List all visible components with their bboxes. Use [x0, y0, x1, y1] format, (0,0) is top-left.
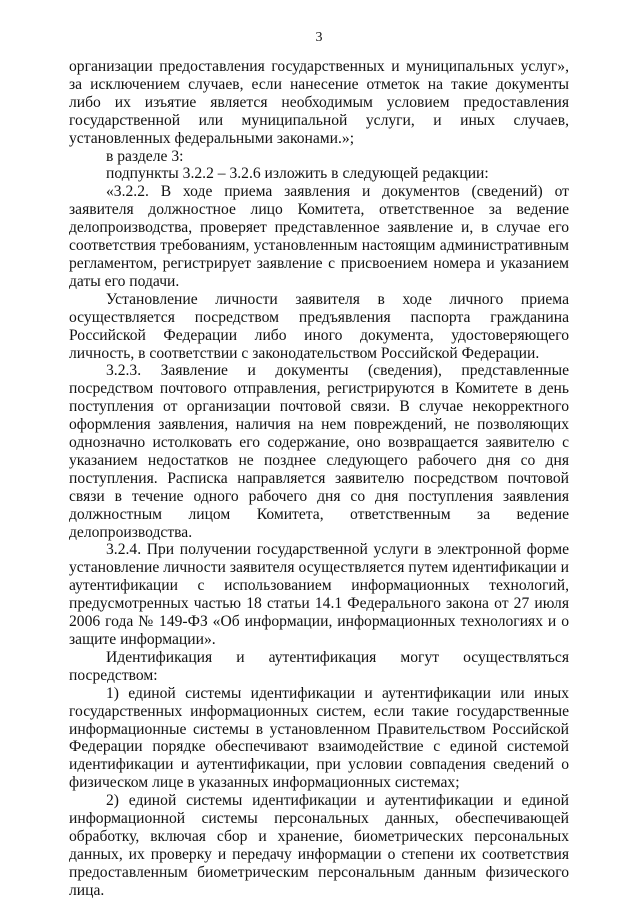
paragraph: в разделе 3:	[106, 147, 184, 165]
document-body	[69, 58, 569, 900]
paragraph: 1) единой системы идентификации и аутентификации или иных государственных информационных систем, если такие государственные информационные системы в установленном Правительством Российской Федерации порядке обеспечивают взаимодействие с единой системой идентификации и аутентификации, при условии совпадения сведений о физическом лице в указанных информационных системах;	[69, 684, 569, 792]
paragraph: «3.2.2. В ходе приема заявления и документов (сведений) от заявителя должностное лицо Комитета, ответственное за ведение делопроизводства, проверяет представленное заявление и, в случае его соответствия требованиям, установленным настоящим административным регламентом, регистрирует заявление с присвоением номера и указанием даты его подачи.	[69, 183, 569, 290]
paragraph: 3.2.4. При получении государственной услуги в электронной форме установление личности заявителя осуществляется путем идентификации и аутентификации с использованием информационных технологий, предусмотренных частью 18 статьи 14.1 Федерального закона от 27 июля 2006 года № 149-ФЗ «Об информации, информационных технологиях и о защите информации».	[69, 541, 569, 648]
paragraph: организации предоставления государственных и муниципальных услуг», за исключением случаев, если нанесение отметок на такие документы либо их изъятие является необходимым условием предоставления государственной или муниципальной услуги, и иных случаев, установленных федеральными законами.»;	[69, 58, 569, 147]
paragraph: Идентификация и аутентификация могут осуществляться посредством:	[69, 648, 569, 684]
paragraph: 3.2.3. Заявление и документы (сведения), представленные посредством почтового отправления, регистрируются в Комитете в день поступления от организации почтовой связи. В случае некорректного оформления заявления, наличия на нем повреждений, не позволяющих однозначно истолковать его содержание, оно возвращается заявителю с указанием недостатков не позднее следующего рабочего дня со дня поступления. Расписка направляется заявителю посредством почтовой связи в течение одного рабочего дня со дня поступления заявления должностным лицом Комитета, ответственным за ведение делопроизводства.	[69, 362, 569, 541]
page-number: 3	[315, 30, 323, 45]
paragraph: Установление личности заявителя в ходе личного приема осуществляется посредством предъявления паспорта гражданина Российской Федерации либо иного документа, удостоверяющего личность, в соответствии с законодательством Российской Федерации.	[69, 290, 569, 362]
paragraph: 2) единой системы идентификации и аутентификации и единой информационной системы персональных данных, обеспечивающей обработку, включая сбор и хранение, биометрических персональных данных, их проверку и передачу информации о степени их соответствия предоставленным биометрическим персональным данным физического лица.	[69, 792, 569, 899]
paragraph: подпункты 3.2.2 – 3.2.6 изложить в следующей редакции:	[106, 165, 489, 183]
